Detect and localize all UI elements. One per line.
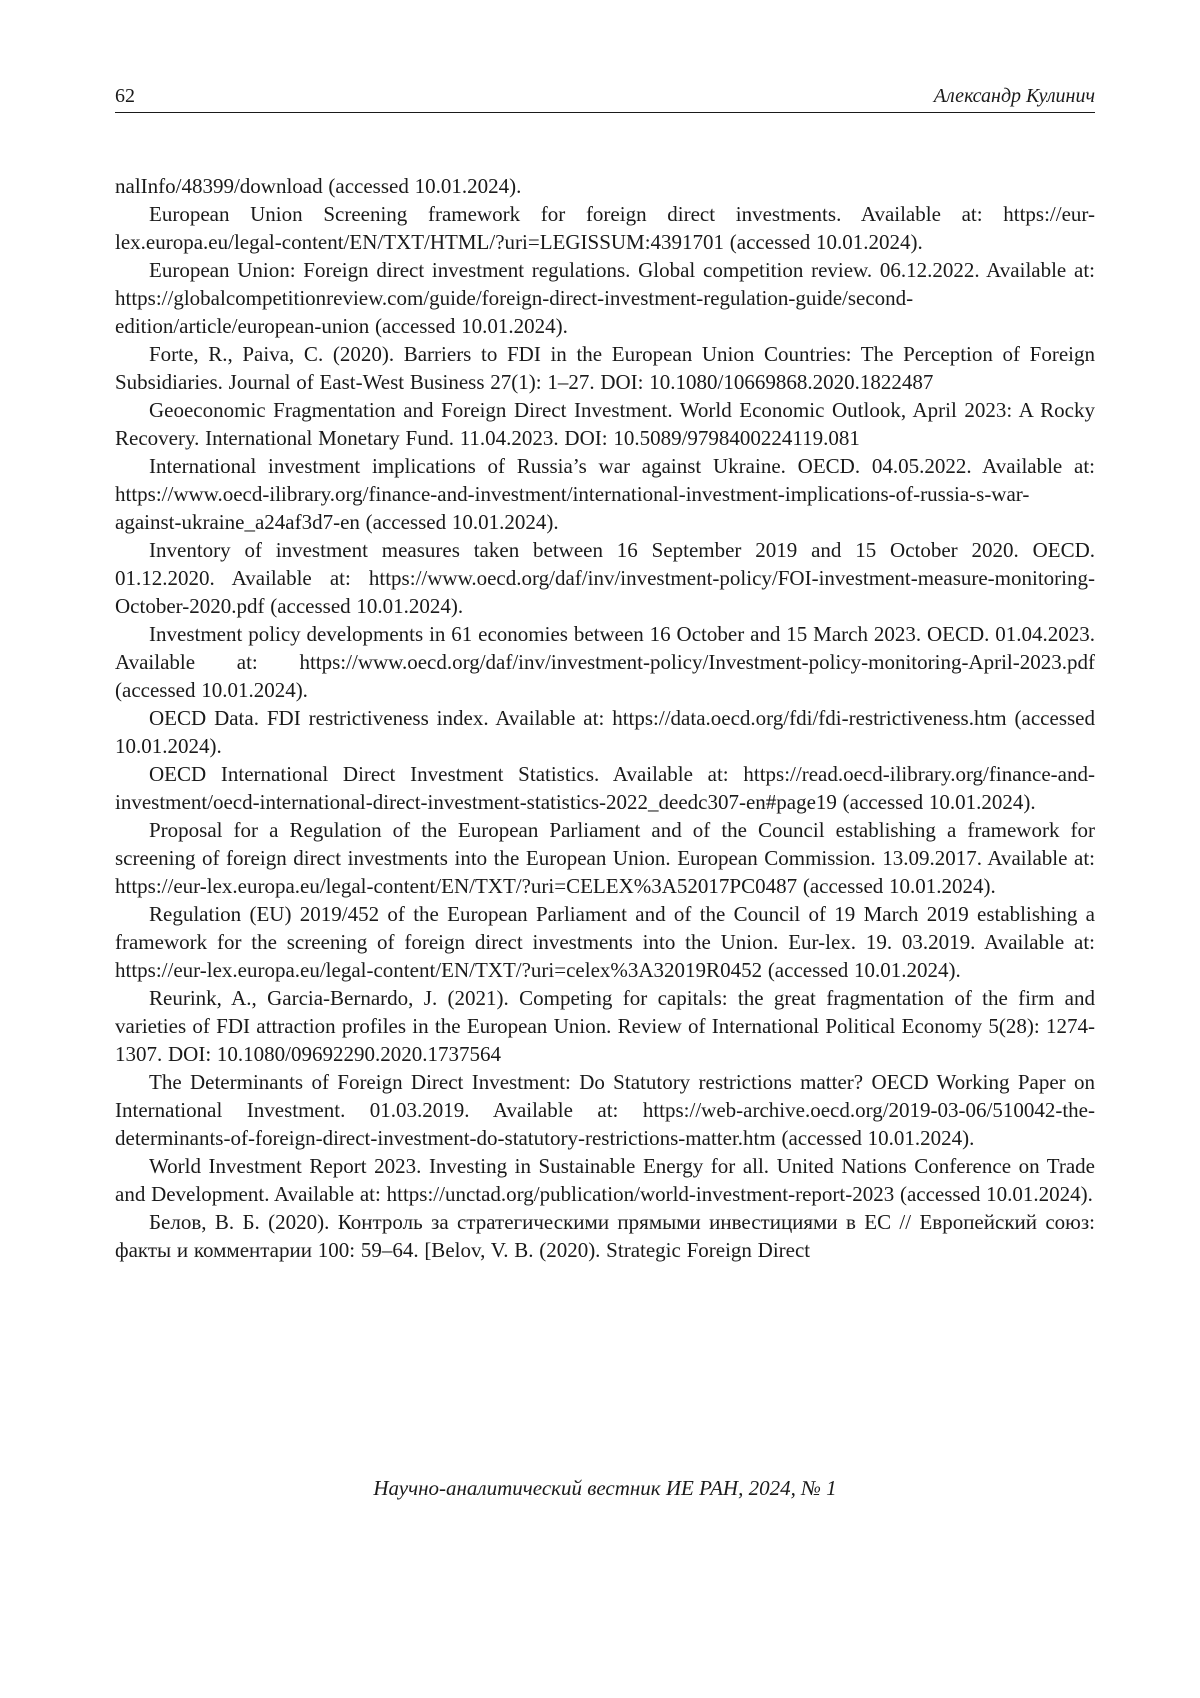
page-number: 62: [115, 85, 135, 107]
reference-item: OECD Data. FDI restrictiveness index. Available at: https://data.oecd.org/fdi/fdi-restrictiveness.htm (accessed 10.01.2024).: [115, 706, 1095, 758]
reference-item: Proposal for a Regulation of the European Parliament and of the Council establishing a framework for screening of foreign direct investments into the European Union. European Commission. 13.09.2017. Available at: https://eur-lex.europa.eu/legal-content/EN/TXT/?uri=CELEX%3A52017PC0487 (accessed 10.01.2024).: [115, 818, 1095, 898]
reference-item: The Determinants of Foreign Direct Investment: Do Statutory restrictions matter? OECD Working Paper on International Investment. 01.03.2019. Available at: https://web-archive.oecd.org/2019-03-06/510042-the-determinants-of-foreign-direct-investment-do-statutory-restrictions-matter.htm (accessed 10.01.2024).: [115, 1070, 1095, 1150]
running-header: [115, 84, 1095, 113]
reference-list: [115, 172, 1095, 1264]
reference-item: European Union Screening framework for foreign direct investments. Available at: https://eur-lex.europa.eu/legal-content/EN/TXT/HTML/?uri=LEGISSUM:4391701 (accessed 10.01.2024).: [115, 202, 1095, 254]
running-author: Александр Кулинич: [933, 85, 1095, 107]
reference-item: Reurink, A., Garcia-Bernardo, J. (2021). Competing for capitals: the great fragmentation of the firm and varieties of FDI attraction profiles in the European Union. Review of International Political Economy 5(28): 1274-1307. DOI: 10.1080/09692290.2020.1737564: [115, 986, 1095, 1066]
reference-item: Geoeconomic Fragmentation and Foreign Direct Investment. World Economic Outlook, April 2023: A Rocky Recovery. International Monetary Fund. 11.04.2023. DOI: 10.5089/9798400224119.081: [115, 398, 1095, 450]
journal-footer: Научно-аналитический вестник ИЕ РАН, 2024, № 1: [373, 1476, 837, 1500]
reference-item: European Union: Foreign direct investment regulations. Global competition review. 06.12.2022. Available at: https://globalcompetitionreview.com/guide/foreign-direct-investment-regulation-guide/second-edition/article/european-union (accessed 10.01.2024).: [115, 258, 1095, 338]
reference-item: Inventory of investment measures taken between 16 September 2019 and 15 October 2020. OECD. 01.12.2020. Available at: https://www.oecd.org/daf/inv/investment-policy/FOI-investment-measure-monitoring-October-2020.pdf (accessed 10.01.2024).: [115, 538, 1095, 618]
reference-item: World Investment Report 2023. Investing in Sustainable Energy for all. United Nations Conference on Trade and Development. Available at: https://unctad.org/publication/world-investment-report-2023 (accessed 10.01.2024).: [115, 1154, 1095, 1206]
reference-item: Forte, R., Paiva, C. (2020). Barriers to FDI in the European Union Countries: The Perception of Foreign Subsidiaries. Journal of East-West Business 27(1): 1–27. DOI: 10.1080/10669868.2020.1822487: [115, 342, 1095, 394]
reference-item: OECD International Direct Investment Statistics. Available at: https://read.oecd-ilibrary.org/finance-and-investment/oecd-international-direct-investment-statistics-2022_deedc307-en#page19 (accessed 10.01.2024).: [115, 762, 1095, 814]
reference-item: Regulation (EU) 2019/452 of the European Parliament and of the Council of 19 March 2019 establishing a framework for the screening of foreign direct investments into the Union. Eur-lex. 19. 03.2019. Available at: https://eur-lex.europa.eu/legal-content/EN/TXT/?uri=celex%3A32019R0452 (accessed 10.01.2024).: [115, 902, 1095, 982]
reference-item: Белов, В. Б. (2020). Контроль за стратегическими прямыми инвестициями в ЕС // Европейский союз: факты и комментарии 100: 59–64. [Belov, V. B. (2020). Strategic Foreign Direct: [115, 1210, 1095, 1262]
reference-item: Investment policy developments in 61 economies between 16 October and 15 March 2023. OECD. 01.04.2023. Available at: https://www.oecd.org/daf/inv/investment-policy/Investment-policy-monitoring-April-2023.pdf (accessed 10.01.2024).: [115, 622, 1095, 702]
reference-item: nalInfo/48399/download (accessed 10.01.2024).: [115, 174, 522, 198]
reference-item: International investment implications of Russia’s war against Ukraine. OECD. 04.05.2022. Available at: https://www.oecd-ilibrary.org/finance-and-investment/international-investment-implications-of-russia-s-war-against-ukraine_a24af3d7-en (accessed 10.01.2024).: [115, 454, 1095, 534]
